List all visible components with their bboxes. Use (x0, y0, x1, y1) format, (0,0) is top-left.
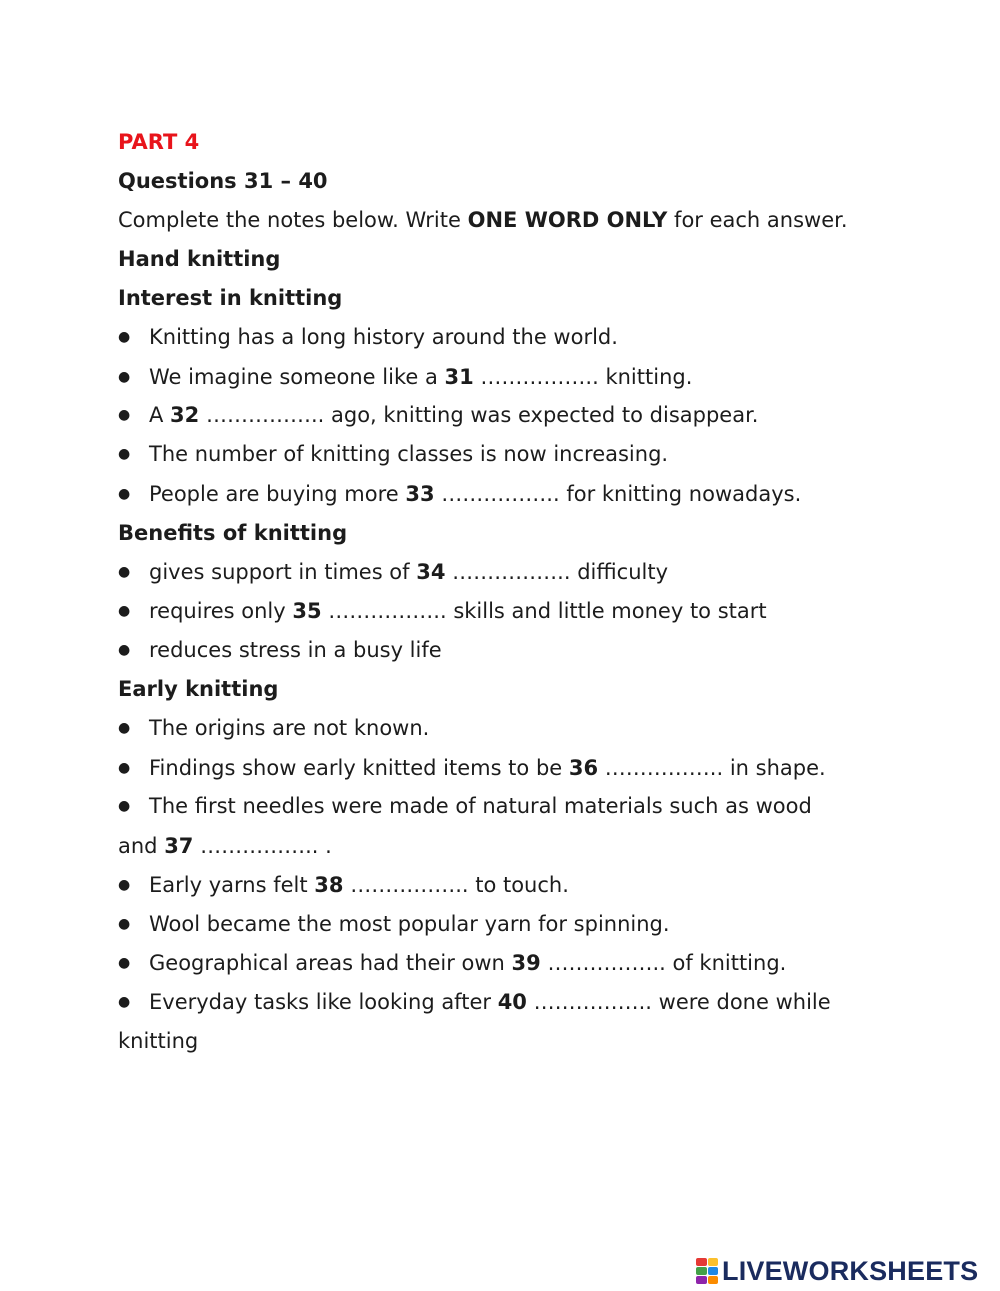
bullet-icon: ● (118, 603, 131, 619)
instructions: Complete the notes below. Write ONE WORD ONLY for each answer. (118, 208, 848, 232)
question-number: 39 (511, 951, 541, 975)
question-number: 35 (292, 599, 322, 623)
brand-logo[interactable] (696, 1254, 978, 1288)
question-number: 34 (416, 560, 446, 584)
bullet-icon: ● (118, 369, 131, 385)
question-number: 36 (568, 756, 599, 780)
bullet-icon: ● (118, 486, 131, 502)
answer-blank-39[interactable]: …………….. (547, 951, 666, 975)
question-number: 37 (164, 834, 194, 858)
bullet-icon: ● (118, 720, 131, 736)
question-number: 40 (497, 990, 527, 1014)
bullet-icon: ● (118, 798, 131, 814)
answer-blank-31[interactable]: …………….. (480, 365, 599, 389)
liveworksheets-logo-icon (696, 1258, 718, 1284)
question-number: 31 (444, 365, 474, 389)
answer-blank-40[interactable]: …………….. (533, 990, 652, 1014)
bullet-icon: ● (118, 564, 131, 580)
part-title: PART 4 (118, 130, 200, 154)
bullet-icon: ● (118, 329, 131, 345)
section-heading-interest: Interest in knitting (118, 286, 343, 310)
question-number: 33 (405, 482, 435, 506)
bullet-icon: ● (118, 407, 131, 423)
main-title: Hand knitting (118, 247, 281, 271)
question-number: 32 (170, 403, 200, 427)
section-heading-early: Early knitting (118, 677, 279, 701)
list-item-continuation: knitting (118, 1029, 199, 1053)
bullet-icon: ● (118, 760, 131, 776)
bullet-icon: ● (118, 642, 131, 658)
bullet-icon: ● (118, 446, 131, 462)
answer-blank-37[interactable]: …………….. (200, 834, 319, 858)
section-heading-benefits: Benefits of knitting (118, 521, 348, 545)
question-number: 38 (314, 873, 344, 897)
answer-blank-32[interactable]: …………….. (205, 403, 325, 427)
answer-blank-36[interactable]: …………….. (604, 756, 724, 780)
answer-blank-33[interactable]: …………….. (441, 482, 560, 506)
questions-heading: Questions 31 – 40 (118, 169, 328, 193)
bullet-icon: ● (118, 994, 131, 1010)
answer-blank-35[interactable]: …………….. (328, 599, 447, 623)
list-item-continuation: and 37 …………….. . (118, 834, 332, 858)
bullet-icon: ● (118, 877, 131, 893)
bullet-icon: ● (118, 955, 131, 971)
brand-name: LIVEWORKSHEETS (722, 1255, 979, 1286)
answer-blank-38[interactable]: …………….. (350, 873, 469, 897)
bullet-icon: ● (118, 916, 131, 932)
answer-blank-34[interactable]: …………….. (452, 560, 571, 584)
